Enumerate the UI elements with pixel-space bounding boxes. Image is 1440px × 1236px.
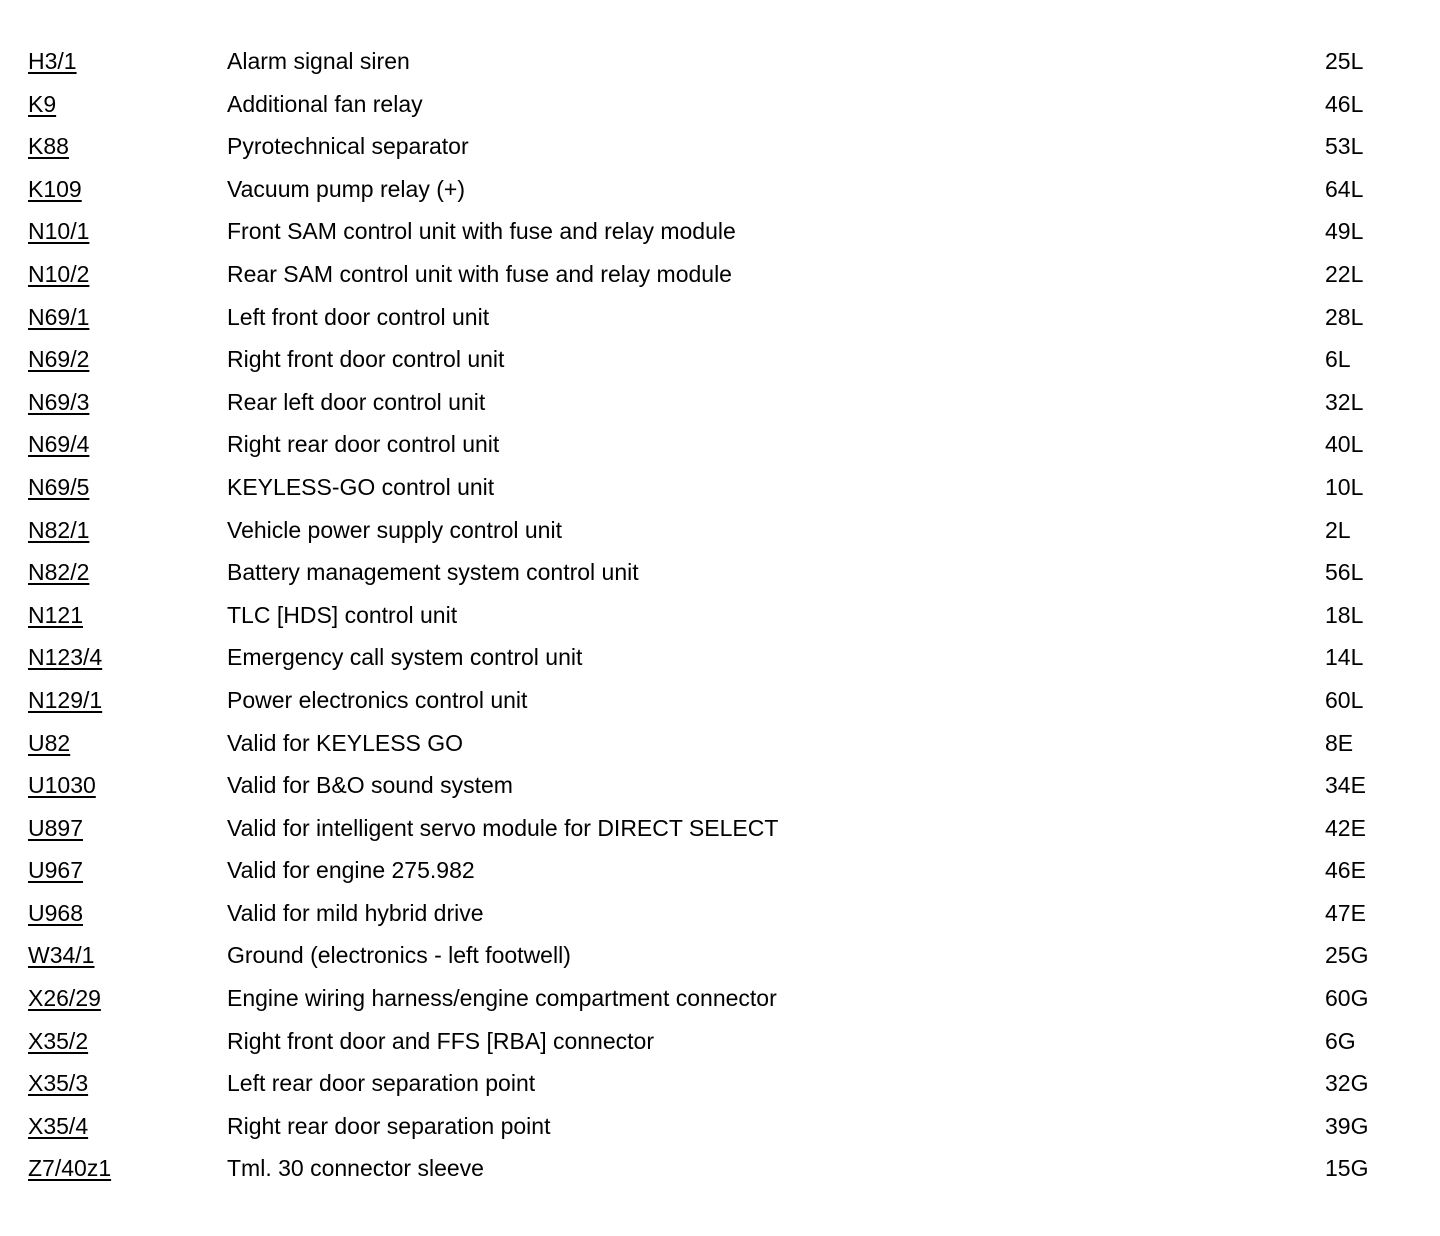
grid-reference: 25L xyxy=(1325,48,1364,74)
legend-row xyxy=(0,338,1440,381)
component-description: Vehicle power supply control unit xyxy=(227,516,562,543)
component-code-link[interactable]: W34/1 xyxy=(28,942,95,969)
component-code-link[interactable]: X35/4 xyxy=(28,1112,89,1139)
component-description: Front SAM control unit with fuse and relay module xyxy=(227,218,736,245)
legend-row xyxy=(0,722,1440,765)
grid-reference: 22L xyxy=(1325,260,1364,287)
legend-row xyxy=(0,892,1440,935)
grid-reference: 28L xyxy=(1325,303,1364,330)
component-code-link[interactable]: K9 xyxy=(28,90,57,117)
component-description: Vacuum pump relay (+) xyxy=(227,175,465,202)
legend-row xyxy=(0,807,1440,850)
component-code-link[interactable]: K88 xyxy=(28,133,69,160)
legend-row xyxy=(0,509,1440,552)
component-description: TLC [HDS] control unit xyxy=(227,601,458,628)
grid-reference: 32G xyxy=(1325,1070,1369,1097)
grid-reference: 49L xyxy=(1325,218,1364,245)
component-code-link[interactable]: X26/29 xyxy=(28,985,101,1012)
grid-reference: 14L xyxy=(1325,644,1364,671)
component-code-link[interactable]: U897 xyxy=(28,814,83,841)
component-code-link[interactable]: N129/1 xyxy=(28,686,103,713)
grid-reference: 6G xyxy=(1325,1027,1356,1054)
component-code-link[interactable]: K109 xyxy=(28,175,82,202)
grid-reference: 25G xyxy=(1325,942,1369,969)
legend-row xyxy=(0,296,1440,339)
component-description: Right rear door control unit xyxy=(227,431,500,458)
component-description: Emergency call system control unit xyxy=(227,644,583,671)
component-description: KEYLESS-GO control unit xyxy=(227,473,495,500)
component-description: Pyrotechnical separator xyxy=(227,133,469,160)
component-legend-list xyxy=(0,40,1440,1190)
grid-reference: 34E xyxy=(1325,772,1366,799)
component-code-link[interactable]: Z7/40z1 xyxy=(28,1155,112,1182)
component-code-link[interactable]: U82 xyxy=(28,729,71,756)
grid-reference: 39G xyxy=(1325,1112,1369,1139)
component-code-link[interactable]: U1030 xyxy=(28,772,96,799)
component-code-link[interactable]: U968 xyxy=(28,899,83,926)
component-description: Battery management system control unit xyxy=(227,559,639,586)
component-code-link[interactable]: N123/4 xyxy=(28,644,103,671)
legend-row xyxy=(0,83,1440,126)
legend-row xyxy=(0,423,1440,466)
grid-reference: 2L xyxy=(1325,516,1351,543)
component-description: Engine wiring harness/engine compartment connector xyxy=(227,985,777,1012)
legend-row xyxy=(0,636,1440,679)
legend-row xyxy=(0,551,1440,594)
legend-row xyxy=(0,1105,1440,1148)
component-code-link[interactable]: U967 xyxy=(28,857,83,884)
grid-reference: 64L xyxy=(1325,175,1364,202)
component-description: Valid for KEYLESS GO xyxy=(227,729,464,756)
component-description: Power electronics control unit xyxy=(227,686,528,713)
grid-reference: 10L xyxy=(1325,473,1364,500)
component-description: Rear left door control unit xyxy=(227,388,486,415)
component-code-link[interactable]: N82/2 xyxy=(28,559,90,586)
grid-reference: 8E xyxy=(1325,729,1354,756)
component-description: Valid for B&O sound system xyxy=(227,772,513,799)
component-description: Ground (electronics - left footwell) xyxy=(227,942,571,969)
grid-reference: 60L xyxy=(1325,686,1364,713)
grid-reference: 40L xyxy=(1325,431,1364,458)
component-description: Alarm signal siren xyxy=(227,48,410,74)
component-code-link[interactable]: N69/2 xyxy=(28,346,90,373)
legend-row xyxy=(0,977,1440,1020)
legend-row xyxy=(0,764,1440,807)
legend-row xyxy=(0,1062,1440,1105)
grid-reference: 6L xyxy=(1325,346,1351,373)
component-code-link[interactable]: N69/3 xyxy=(28,388,90,415)
legend-row xyxy=(0,253,1440,296)
component-code-link[interactable]: N10/2 xyxy=(28,260,90,287)
component-description: Right front door control unit xyxy=(227,346,505,373)
component-code-link[interactable]: X35/2 xyxy=(28,1027,89,1054)
grid-reference: 60G xyxy=(1325,985,1369,1012)
component-code-link[interactable]: N121 xyxy=(28,601,83,628)
legend-row xyxy=(0,125,1440,168)
legend-row xyxy=(0,40,1440,83)
component-code-link[interactable]: N10/1 xyxy=(28,218,90,245)
component-code-link[interactable]: H3/1 xyxy=(28,48,77,74)
legend-row xyxy=(0,1020,1440,1063)
component-description: Left rear door separation point xyxy=(227,1070,536,1097)
grid-reference: 46E xyxy=(1325,857,1366,884)
grid-reference: 53L xyxy=(1325,133,1364,160)
component-code-link[interactable]: N69/1 xyxy=(28,303,90,330)
grid-reference: 46L xyxy=(1325,90,1364,117)
legend-row xyxy=(0,381,1440,424)
component-description: Rear SAM control unit with fuse and relay module xyxy=(227,260,732,287)
component-description: Left front door control unit xyxy=(227,303,490,330)
component-code-link[interactable]: N82/1 xyxy=(28,516,90,543)
legend-row xyxy=(0,210,1440,253)
grid-reference: 42E xyxy=(1325,814,1366,841)
component-description: Additional fan relay xyxy=(227,90,423,117)
legend-row xyxy=(0,594,1440,637)
grid-reference: 18L xyxy=(1325,601,1364,628)
legend-row xyxy=(0,679,1440,722)
component-code-link[interactable]: N69/5 xyxy=(28,473,90,500)
grid-reference: 56L xyxy=(1325,559,1364,586)
component-description: Valid for mild hybrid drive xyxy=(227,899,484,926)
component-description: Right rear door separation point xyxy=(227,1112,551,1139)
legend-row xyxy=(0,466,1440,509)
legend-row xyxy=(0,168,1440,211)
legend-row xyxy=(0,849,1440,892)
legend-row xyxy=(0,1147,1440,1190)
component-description: Valid for engine 275.982 xyxy=(227,857,475,884)
component-description: Tml. 30 connector sleeve xyxy=(227,1155,484,1182)
component-code-link[interactable]: X35/3 xyxy=(28,1070,89,1097)
component-code-link[interactable]: N69/4 xyxy=(28,431,90,458)
grid-reference: 15G xyxy=(1325,1155,1369,1182)
legend-row xyxy=(0,934,1440,977)
grid-reference: 47E xyxy=(1325,899,1366,926)
component-description: Right front door and FFS [RBA] connector xyxy=(227,1027,654,1054)
component-description: Valid for intelligent servo module for DIRECT SELECT xyxy=(227,814,779,841)
grid-reference: 32L xyxy=(1325,388,1364,415)
